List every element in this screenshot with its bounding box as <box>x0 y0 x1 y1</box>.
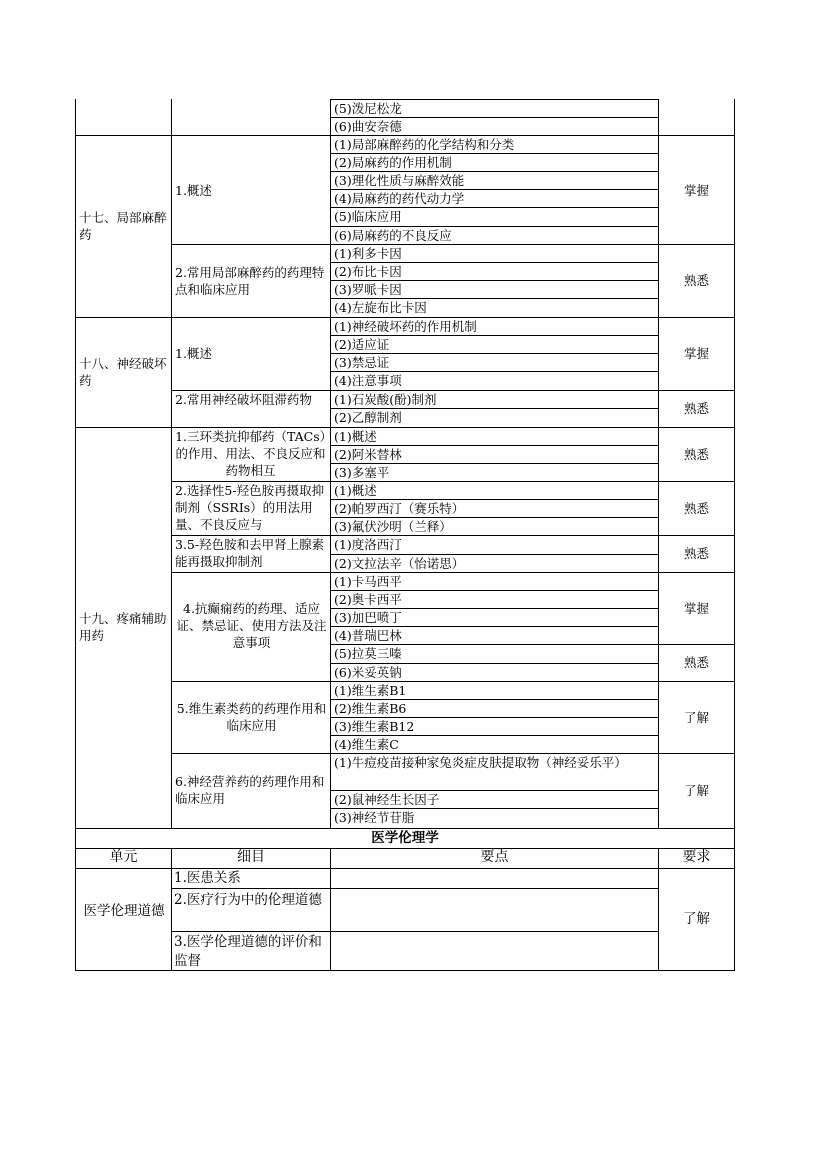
point-text: (5)泼尼松龙 <box>334 101 402 116</box>
requirement-cell: 了解 <box>683 710 709 725</box>
point-text: (6)局麻药的不良反应 <box>334 228 452 243</box>
table-border <box>171 99 172 828</box>
detail-cell: 2.选择性5-羟色胺再摄取抑制剂（SSRIs）的用法用量、不良反应与 <box>175 483 325 532</box>
point-text: (2)布比卡因 <box>334 264 402 279</box>
detail-cell: 6.神经营养药的药理作用和临床应用 <box>175 774 325 806</box>
detail-cell: 1.概述 <box>175 346 212 361</box>
header-detail: 细目 <box>237 849 265 865</box>
section-title: 医学伦理学 <box>371 830 439 846</box>
point-text: (3)加巴喷丁 <box>334 610 402 625</box>
unit-cell: 十九、疼痛辅助用药 <box>79 611 167 643</box>
point-text: (2)鼠神经生长因子 <box>334 792 440 807</box>
table-border <box>330 848 331 970</box>
point-text: (2)局麻药的作用机制 <box>334 155 452 170</box>
header-requirement: 要求 <box>682 849 711 865</box>
table-border <box>75 828 735 829</box>
requirement-cell: 熟悉 <box>683 401 709 416</box>
point-text: (4)局麻药的药代动力学 <box>334 191 465 206</box>
requirement-cell: 掌握 <box>683 601 709 616</box>
point-text: (3)氟伏沙明（兰释） <box>334 519 452 534</box>
detail-cell: 2.常用神经破坏阻滞药物 <box>175 392 312 407</box>
table-border <box>171 848 172 970</box>
point-text: (5)拉莫三嗪 <box>334 646 402 661</box>
point-text: (3)多塞平 <box>334 465 390 480</box>
unit-cell: 十八、神经破坏药 <box>79 356 167 388</box>
requirement-cell: 熟悉 <box>683 546 709 561</box>
detail-cell: 1.医患关系 <box>174 870 241 886</box>
table-border <box>171 888 659 889</box>
point-text: (1)概述 <box>334 483 377 498</box>
point-text: (2)奥卡西平 <box>334 592 402 607</box>
detail-cell: 1.概述 <box>175 183 212 198</box>
table-border <box>75 868 735 869</box>
table-border <box>171 931 659 932</box>
point-text: (2)文拉法辛（怡诺思） <box>334 556 465 571</box>
point-text: (2)帕罗西汀（赛乐特） <box>334 501 465 516</box>
point-text: (3)禁忌证 <box>334 355 390 370</box>
point-text: (1)维生素B1 <box>334 683 407 698</box>
detail-cell: 2.常用局部麻醉药的药理特点和临床应用 <box>175 265 325 297</box>
detail-cell: 4.抗癫痫药的药理、适应证、禁忌证、使用方法及注意事项 <box>176 601 327 650</box>
requirement-cell: 了解 <box>683 783 709 798</box>
point-text: (1)神经破坏药的作用机制 <box>334 319 477 334</box>
unit-cell: 十七、局部麻醉药 <box>79 210 167 242</box>
point-text: (2)乙醇制剂 <box>334 410 402 425</box>
point-text: (4)注意事项 <box>334 373 402 388</box>
point-text: (1)局部麻醉药的化学结构和分类 <box>334 137 515 152</box>
point-text: (3)维生素B12 <box>334 719 415 734</box>
point-text: (3)神经节苷脂 <box>334 810 415 825</box>
point-text: (6)曲安奈德 <box>334 119 402 134</box>
point-text: (4)左旋布比卡因 <box>334 300 427 315</box>
point-text: (2)适应证 <box>334 337 390 352</box>
point-text: (2)维生素B6 <box>334 701 407 716</box>
detail-cell: 5.维生素类药的药理作用和临床应用 <box>176 701 327 733</box>
point-text: (1)度洛西汀 <box>334 537 402 552</box>
header-unit: 单元 <box>109 849 138 865</box>
point-text: (4)普瑞巴林 <box>334 628 402 643</box>
point-text: (5)临床应用 <box>334 209 402 224</box>
point-text: (6)米妥英钠 <box>334 665 402 680</box>
detail-cell: 3.医学伦理道德的评价和监督 <box>174 934 322 969</box>
requirement-cell: 掌握 <box>683 346 709 361</box>
requirement-cell: 了解 <box>683 911 710 927</box>
point-text: (1)利多卡因 <box>334 246 402 261</box>
point-text: (1)卡马西平 <box>334 574 402 589</box>
point-text: (4)维生素C <box>334 737 399 752</box>
point-text: (1)概述 <box>334 429 377 444</box>
table-border <box>171 681 735 682</box>
point-text: (1)牛痘疫苗接种家兔炎症皮肤提取物（神经妥乐平） <box>334 755 627 770</box>
detail-cell: 2.医疗行为中的伦理道德 <box>174 892 322 908</box>
detail-cell: 3.5-羟色胺和去甲肾上腺素能再摄取抑制剂 <box>175 537 325 569</box>
requirement-cell: 熟悉 <box>683 447 709 462</box>
point-text: (3)理化性质与麻醉效能 <box>334 173 465 188</box>
table-border <box>658 848 659 970</box>
header-point: 要点 <box>480 849 509 865</box>
unit-cell: 医学伦理道德 <box>83 903 165 919</box>
requirement-cell: 熟悉 <box>683 273 709 288</box>
point-text: (1)石炭酸(酚)制剂 <box>334 392 437 407</box>
table-border <box>171 572 735 573</box>
requirement-cell: 熟悉 <box>683 655 709 670</box>
table-border <box>171 244 735 245</box>
requirement-cell: 掌握 <box>683 183 709 198</box>
detail-cell: 1.三环类抗抑郁药（TACs）的作用、用法、不良反应和药物相互 <box>175 429 326 478</box>
point-text: (3)罗哌卡因 <box>334 282 402 297</box>
requirement-cell: 熟悉 <box>683 501 709 516</box>
point-text: (2)阿米替林 <box>334 447 402 462</box>
